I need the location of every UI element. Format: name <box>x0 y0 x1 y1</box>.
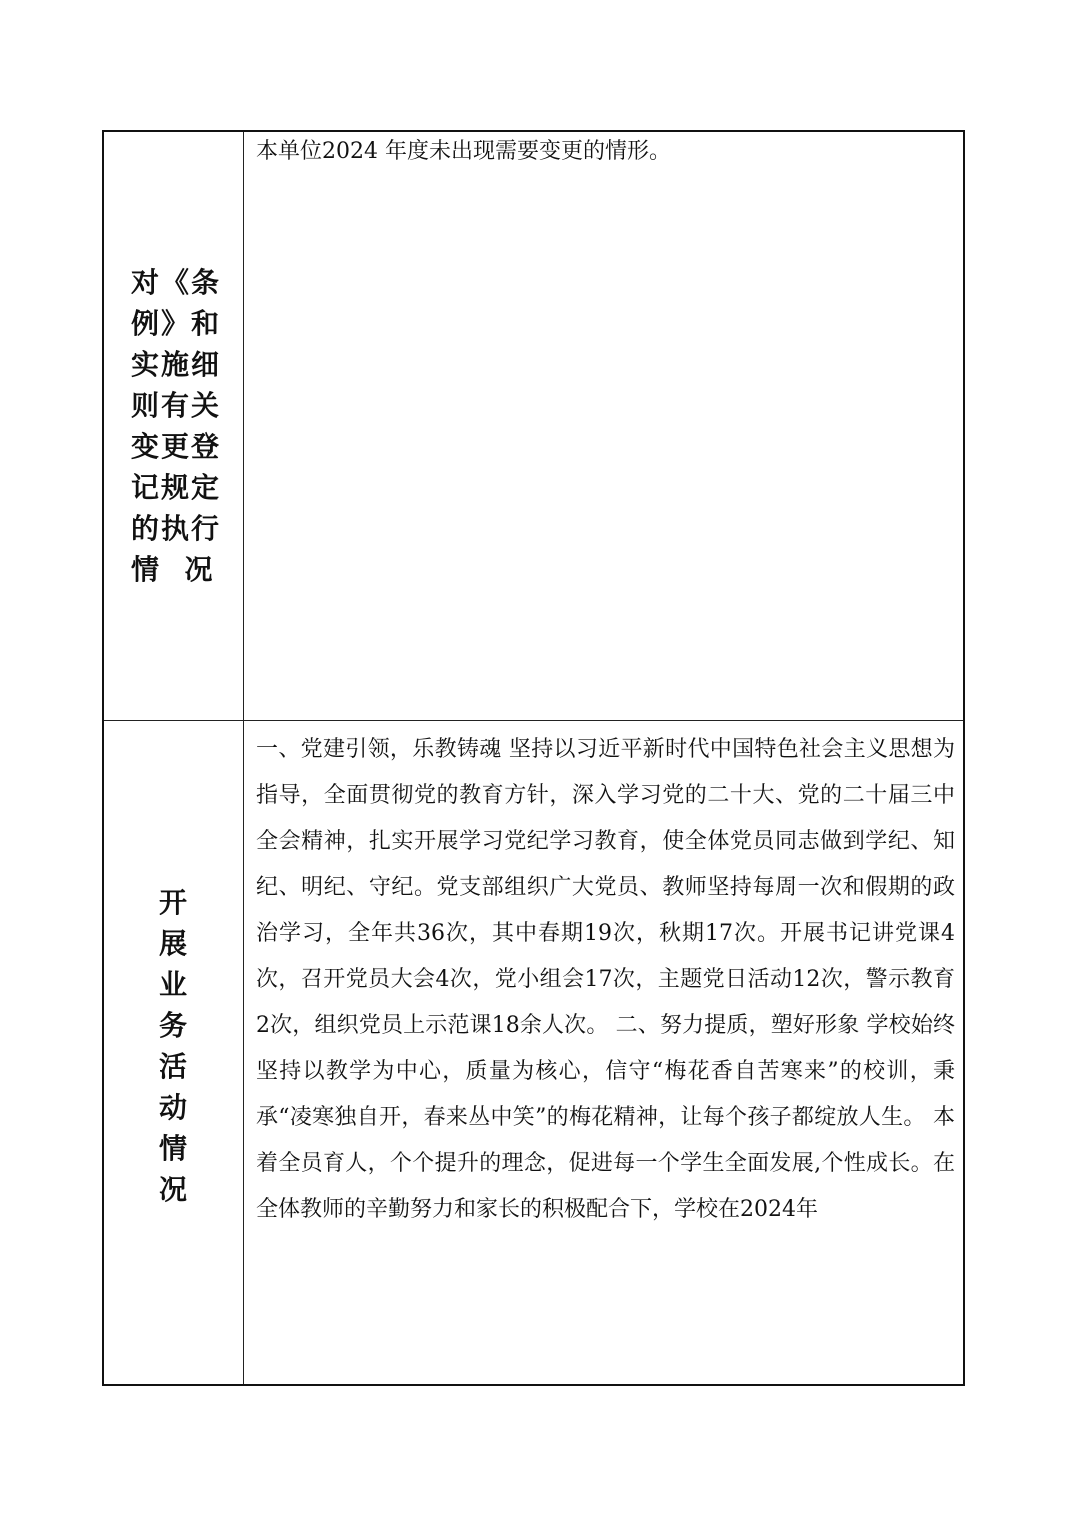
business-activities-text: 一、党建引领，乐教铸魂 坚持以习近平新时代中国特色社会主义思想为指导，全面贯彻党的教育方针，深入学习党的二十大、党的二十届三中全会精神，扎实开展学习党纪学习教育，使全体党员同志做到学纪、知纪、明纪、守纪。党支部组织广大党员、教师坚持每周一次和假期的政治学习，全年共36次，其中春期19次，秋期17次。开展书记讲党课4次，召开党员大会4次，党小组会17次，主题党日活动12次，警示教育2次，组织党员上示范课18余人次。 二、努力提质，塑好形象 学校始终坚持以教学为中心，质量为核心，信守“梅花香自苦寒来”的校训，秉承“凌寒独自开，春来丛中笑”的梅花精神，让每个孩子都绽放人生。 本着全员育人，个个提升的理念，促进每一个学生全面发展,个性成长。在全体教师的辛勤努力和家长的积极配合下，学校在2024年 <box>256 737 955 1222</box>
row-label-change-registration: 对《条例》和实施细则有关变更登记规定的执行情 况 <box>131 266 222 586</box>
content-cell-change-registration <box>244 132 963 720</box>
content-cell-business-activities <box>244 720 963 1384</box>
row-label-business-activities: 开展业务活动情况 <box>159 886 188 1206</box>
label-cell-business-activities <box>104 720 244 1384</box>
change-registration-text: 本单位2024 年度未出现需要变更的情形。 <box>256 139 671 164</box>
table-row-change-registration <box>104 132 963 721</box>
report-table <box>102 130 965 1386</box>
table-row-business-activities <box>104 720 963 1384</box>
label-cell-change-registration <box>104 132 244 720</box>
